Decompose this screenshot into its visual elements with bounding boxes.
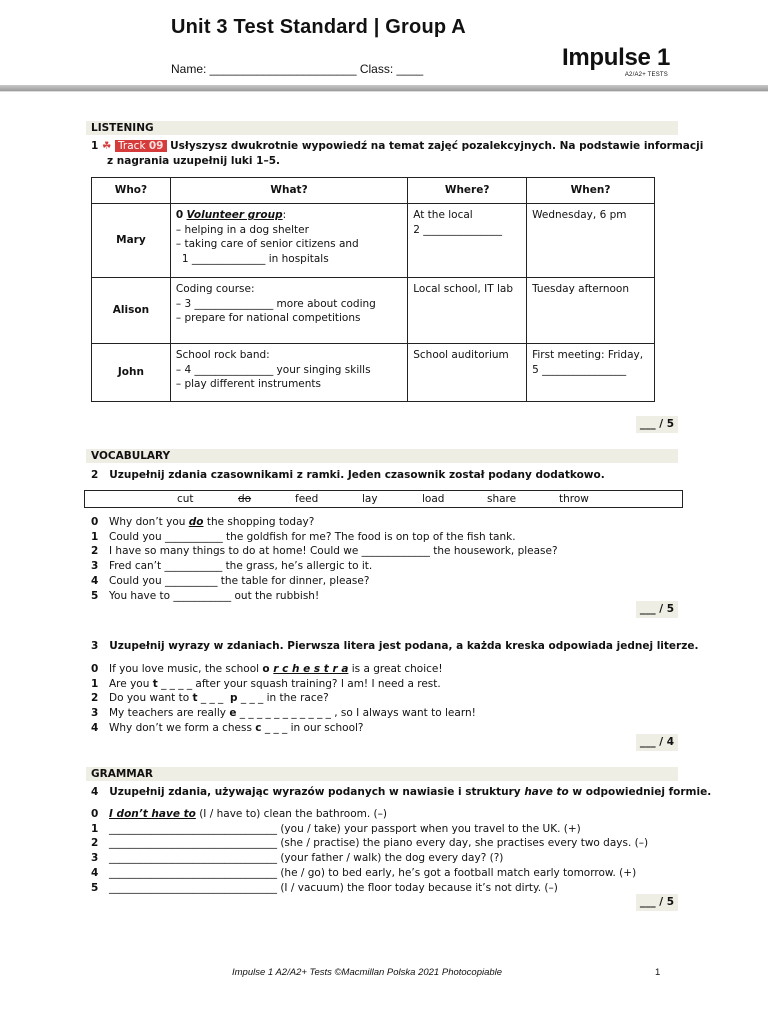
header-what: What? [170,178,407,204]
what-cell [170,344,407,402]
item-text: Could you __________ the table for dinner, please? [109,574,370,587]
example-answer: Volunteer group [186,209,283,221]
first-letter: o [262,663,274,675]
track-badge[interactable] [115,140,166,152]
list-item[interactable] [91,559,558,574]
gap-1[interactable]: 1 ______________ in hospitals [181,252,329,265]
where-cell: School auditorium [408,344,527,402]
section-vocabulary-label: VOCABULARY [86,449,678,463]
item-text: If you love music, the school [109,663,263,675]
list-item [91,515,558,530]
item-text: _ _ _ in the race? [237,692,329,705]
task-3-items [91,662,476,736]
first-letter: c [255,721,262,734]
item-text: ________________________________ (I / vacuum) the floor today because it’s not dirty. (–) [109,881,558,894]
item-number: 3 [91,560,99,573]
score-box[interactable]: ___ / 4 [636,734,678,751]
footer-credit [232,967,502,978]
section-listening-label: LISTENING [86,121,678,135]
table-row [92,278,655,344]
task-2-items [91,515,558,603]
item-text: Could you ___________ the goldfish for me? The food is on top of the fish tank. [109,530,516,543]
item-number: 1 [91,677,99,690]
instruction-text: Uzupełnij zdania, używając wyrazów podanych w nawiasie i struktury [109,786,525,798]
gap-4[interactable]: – 4 _______________ your singing skills [175,363,371,376]
header-when: When? [527,178,655,204]
instruction-italic: have to [524,786,569,798]
list-item[interactable] [91,574,558,589]
item-text: You have to ___________ out the rubbish! [109,589,320,602]
instruction-text: Uzupełnij wyrazy w zdaniach. Pierwsza litera jest podana, a każda kreska odpowiada jednej literze. [109,640,699,652]
what-cell [170,278,407,344]
item-text: Why don’t you [109,516,189,528]
what-line: School rock band: [175,349,270,361]
item-text: ________________________________ (you / take) your passport when you travel to the UK. (+) [109,822,581,835]
table-row [92,344,655,402]
score-box[interactable]: ___ / 5 [636,601,678,618]
gap-5[interactable]: 5 ________________ [532,363,627,376]
word-item: feed [295,493,319,505]
item-text: _ _ _ in our school? [261,721,364,734]
first-letter: e [229,707,237,720]
score-box[interactable]: ___ / 5 [636,416,678,433]
task-1-instruction [91,139,703,169]
item-number: 4 [91,574,99,587]
item-text: My teachers are really [109,707,230,720]
header-where: Where? [408,178,527,204]
list-item[interactable] [91,721,476,736]
item-text: (I / have to) clean the bathroom. (–) [195,808,387,820]
listening-table [91,177,655,402]
when-cell: Tuesday afternoon [527,278,655,344]
first-letter: t [152,677,158,690]
section-grammar-label: GRAMMAR [86,767,678,781]
task-number: 2 [91,469,99,481]
item-number: 5 [91,589,99,602]
task-2-instruction [91,468,605,483]
who-cell: Alison [92,278,171,344]
item-number: 5 [91,881,99,894]
what-line: – taking care of senior citizens and [175,238,359,250]
colon: : [282,209,287,221]
item-text: _ _ _ _ _ _ _ _ _ _ _ , so I always want to learn! [236,707,476,720]
item-number: 2 [91,545,99,558]
task-4-instruction [91,785,711,800]
list-item[interactable] [91,851,648,866]
instruction-text: w odpowiedniej formie. [568,786,712,798]
when-cell [527,204,655,278]
item-text: Do you want to [109,692,193,705]
score-box[interactable]: ___ / 5 [636,894,678,911]
logo-subtitle: A2/A2+ TESTS [624,72,668,78]
list-item[interactable] [91,881,648,896]
list-item [91,807,648,822]
track-word: Track [118,140,146,152]
page-title: Unit 3 Test Standard | Group A [171,16,466,38]
word-item-used: do [238,493,252,505]
word-item: load [422,493,445,505]
word-item: cut [177,493,194,505]
table-header-row [92,178,655,204]
item-text: ________________________________ (she / practise) the piano every day, she practises every two days. (–) [109,837,649,850]
page-number: 1 [655,967,661,978]
item-number: 1 [91,822,99,835]
task-number: 1 [91,140,99,152]
table-row [92,204,655,278]
name-class-field: Name: ______________________ Class: ____ [171,62,424,76]
impulse-logo [562,44,674,84]
example-answer: r c h e s t r a [273,663,349,675]
header-who: Who? [92,178,171,204]
list-item [91,662,476,677]
item-text: Are you [109,677,153,690]
headphones-icon: ☘ [101,140,112,152]
where-line: At the local [413,209,473,221]
item-number: 0 [91,663,99,675]
list-item[interactable] [91,677,476,692]
task-number: 4 [91,786,99,798]
item-number: 4 [91,866,99,879]
list-item[interactable] [91,836,648,851]
list-item[interactable] [91,706,476,721]
example-number: 0 [175,209,184,221]
item-text: Why don’t we form a chess [109,721,256,734]
what-line: – play different instruments [175,378,322,390]
footer-text: Impulse 1 A2/A2+ Tests ©Macmillan Polska 2021 Photocopiable [232,967,503,978]
item-text: ________________________________ (he / go) to bed early, he’s got a football match early tomorrow. (+) [109,866,637,879]
gap-3[interactable]: – 3 _______________ more about coding [175,297,376,310]
list-item[interactable] [91,530,558,545]
first-letter: t [192,692,198,705]
item-number: 4 [91,721,99,734]
item-text: ________________________________ (your father / walk) the dog every day? (?) [109,852,504,865]
list-item[interactable] [91,866,648,881]
item-text: _ _ _ _ after your squash training? I am! I need a rest. [157,677,441,690]
logo-text: Impulse 1 [562,44,671,71]
what-line: – helping in a dog shelter [175,223,309,236]
when-line: Wednesday, 6 pm [532,209,627,221]
list-item[interactable] [91,544,558,559]
when-cell [527,344,655,402]
where-cell [408,204,527,278]
item-number: 3 [91,852,99,865]
task-4-items [91,807,648,895]
item-number: 2 [91,837,99,850]
what-line: Coding course: [175,283,255,295]
who-cell: John [92,344,171,402]
item-text: is a great choice! [348,663,443,675]
item-text: I have so many things to do at home! Could we _____________ the housework, please? [109,545,558,558]
instruction-line-1: Usłyszysz dwukrotnie wypowiedź na temat zajęć pozalekcyjnych. Na podstawie informacji [170,140,704,152]
task-3-instruction [91,639,698,654]
item-number: 1 [91,530,99,543]
item-text: _ _ _ [197,692,230,705]
track-number: 09 [148,140,164,152]
who-cell: Mary [92,204,171,278]
list-item[interactable] [91,589,558,604]
list-item[interactable] [91,822,648,837]
where-cell: Local school, IT lab [408,278,527,344]
item-number: 0 [91,516,99,528]
instruction-text: Uzupełnij zdania czasownikami z ramki. Jeden czasownik został podany dodatkowo. [109,469,605,481]
first-letter: p [229,692,238,705]
word-item: lay [362,493,378,505]
example-answer: do [188,516,204,528]
item-text: the shopping today? [203,516,315,528]
example-answer: I don’t have to [109,808,196,820]
task-number: 3 [91,640,99,652]
item-number: 0 [91,808,99,820]
instruction-line-2: z nagrania uzupełnij luki 1–5. [107,155,281,167]
word-item: throw [559,493,589,505]
gap-2[interactable]: 2 _______________ [413,223,503,236]
word-box [84,490,683,508]
word-item: share [487,493,517,505]
what-cell [170,204,407,278]
item-number: 2 [91,692,99,705]
header-rule-shadow [0,91,768,92]
item-text: Fred can’t ___________ the grass, he’s allergic to it. [109,560,373,573]
item-number: 3 [91,707,99,720]
what-line: – prepare for national competitions [175,312,361,324]
list-item[interactable] [91,691,476,706]
when-line: First meeting: Friday, [532,349,644,361]
